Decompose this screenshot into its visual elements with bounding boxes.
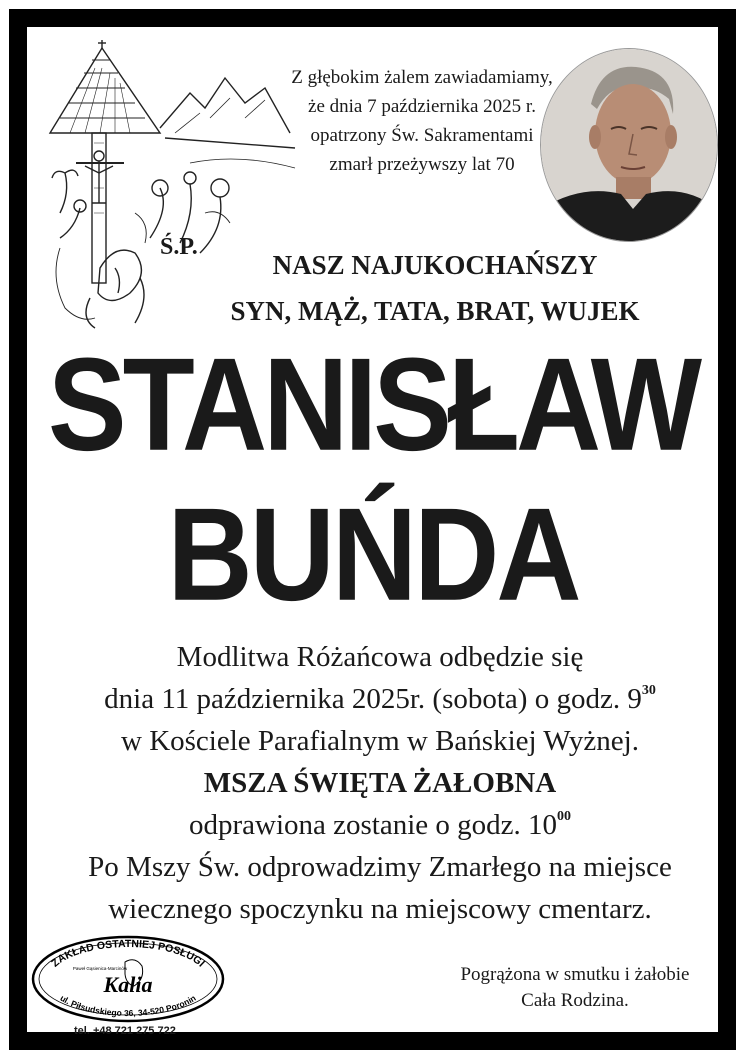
intro-line: opatrzony Św. Sakramentami (310, 125, 534, 146)
deceased-last-name: BUŃDA (167, 481, 579, 629)
portrait-photo (540, 48, 718, 242)
heading-line: NASZ NAJUKOCHAŃSZY (272, 250, 598, 280)
intro-line: że dnia 7 października 2025 r. (308, 96, 536, 117)
family-signoff (430, 962, 720, 1014)
signoff-line: Cała Rodzina. (521, 990, 629, 1011)
logo-small-text: Paweł Gąsienica-Marcinów (72, 966, 128, 971)
details-line: Modlitwa Różańcowa odbędzie się (176, 641, 584, 673)
heading-line: SYN, MĄŻ, TATA, BRAT, WUJEK (230, 296, 640, 326)
intro-line: zmarł przeżywszy lat 70 (329, 154, 515, 175)
logo-phone: tel. +48 721 275 722 (74, 1025, 176, 1037)
logo-brand: Kalia (103, 972, 153, 997)
details-text: dnia 11 października 2025r. (sobota) o godz. 9 (104, 683, 642, 715)
mass-heading: MSZA ŚWIĘTA ŻAŁOBNA (203, 767, 557, 799)
ceremony-details (40, 636, 720, 930)
logo-top-text: ZAKŁAD OSTATNIEJ POSŁUGI (49, 937, 207, 970)
deceased-first-name: STANISŁAW (47, 331, 699, 479)
intro-line: Z głębokim żalem zawiadamiamy, (291, 67, 553, 88)
logo-address: ul. Piłsudskiego 36, 34-520 Poronin (58, 992, 198, 1019)
details-text: odprawiona zostanie o godz. 10 (188, 809, 558, 841)
details-line (40, 678, 720, 720)
signoff-line: Pogrążona w smutku i żałobie (460, 964, 690, 985)
details-line: Po Mszy Św. odprowadzimy Zmarłego na miejsce (88, 851, 672, 883)
details-line: w Kościele Parafialnym w Bańskiej Wyżnej. (121, 725, 639, 757)
details-line: wiecznego spoczynku na miejscowy cmentarz. (108, 893, 652, 925)
time-superscript: 00 (557, 809, 572, 824)
funeral-home-logo (30, 934, 226, 1024)
time-superscript: 30 (641, 683, 656, 698)
sp-label: Ś.P. (160, 234, 198, 260)
intro-text (282, 63, 562, 179)
details-line (40, 804, 720, 846)
